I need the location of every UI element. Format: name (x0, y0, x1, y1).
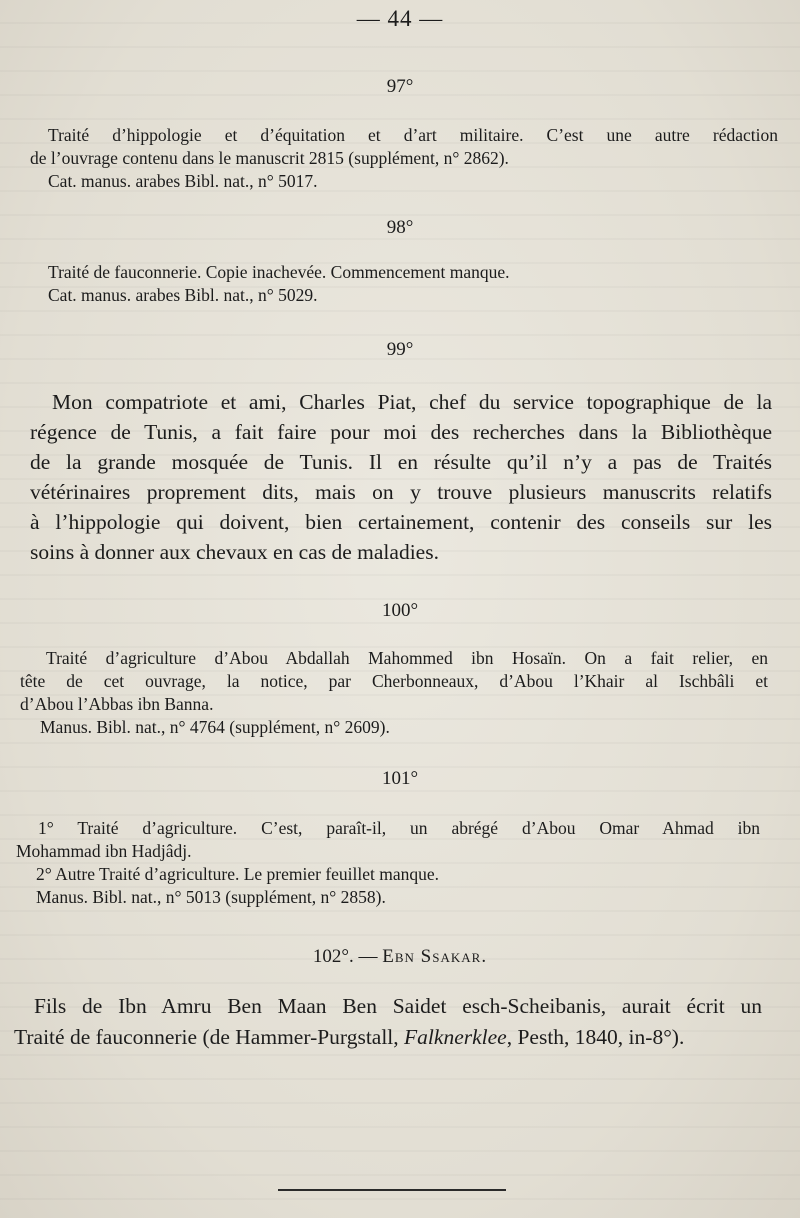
entry-102-line-2 (14, 1025, 684, 1050)
entry-number-99: 99° (386, 339, 414, 360)
entry-101-line-2: Mohammad ibn Hadjâdj. (16, 841, 192, 861)
entry-99-line-1: Mon compatriote et ami, Charles Piat, chef du service topographique de la (52, 390, 772, 414)
entry-97-line-2: de l’ouvrage contenu dans le manuscrit 2815 (supplément, n° 2862). (30, 148, 509, 168)
entry-102-book-title: Falknerklee (404, 1025, 507, 1049)
entry-101-line-3: 2° Autre Traité d’agriculture. Le premier feuillet manque. (36, 864, 440, 884)
entry-98-citation: Cat. manus. arabes Bibl. nat., n° 5029. (48, 285, 318, 305)
entry-97-line-1: Traité d’hippologie et d’équitation et d’art militaire. C’est une autre rédaction (48, 125, 778, 145)
entry-100-line-2: tête de cet ouvrage, la notice, par Cherbonneaux, d’Abou l’Khair al Ischbâli et (20, 671, 768, 691)
entry-102-author: Ebn Ssakar. (382, 946, 488, 967)
entry-98-line-1: Traité de fauconnerie. Copie inachevée. Commencement manque. (48, 262, 510, 282)
entry-102-heading (0, 946, 800, 968)
entry-100-citation: Manus. Bibl. nat., n° 4764 (supplément, n° 2609). (40, 717, 390, 737)
entry-number-102: 102°. — (312, 946, 378, 967)
entry-102-line-2-text: Traité de fauconnerie (de Hammer-Purgstall, (14, 1025, 405, 1049)
entry-97-citation: Cat. manus. arabes Bibl. nat., n° 5017. (48, 171, 318, 191)
entry-99-line-5: à l’hippologie qui doivent, bien certainement, contenir des conseils sur les (30, 510, 772, 534)
entry-100-line-3: d’Abou l’Abbas ibn Banna. (20, 694, 214, 714)
entry-number-98: 98° (386, 217, 414, 238)
entry-number-101: 101° (381, 768, 419, 789)
entry-102-line-2-end: , Pesth, 1840, in-8°). (506, 1025, 685, 1049)
entry-number-100: 100° (381, 600, 419, 621)
entry-99-line-6: soins à donner aux chevaux en cas de maladies. (30, 540, 439, 564)
entry-101-citation: Manus. Bibl. nat., n° 5013 (supplément, n° 2858). (36, 887, 386, 907)
page-number: — 44 — (356, 6, 444, 31)
entry-100-line-1: Traité d’agriculture d’Abou Abdallah Mahommed ibn Hosaïn. On a fait relier, en (46, 648, 768, 668)
entry-99-line-3: de la grande mosquée de Tunis. Il en résulte qu’il n’y a pas de Traités (30, 450, 772, 474)
entry-99-line-4: vétérinaires proprement dits, mais on y trouve plusieurs manuscrits relatifs (30, 480, 772, 504)
entry-102-line-1: Fils de Ibn Amru Ben Maan Ben Saidet esch-Scheibanis, aurait écrit un (34, 994, 762, 1018)
entry-101-line-1: 1° Traité d’agriculture. C’est, paraît-il, un abrégé d’Abou Omar Ahmad ibn (38, 818, 760, 838)
entry-99-line-2: régence de Tunis, a fait faire pour moi des recherches dans la Bibliothèque (30, 420, 772, 444)
entry-number-97: 97° (386, 76, 414, 97)
closing-rule (278, 1189, 506, 1191)
